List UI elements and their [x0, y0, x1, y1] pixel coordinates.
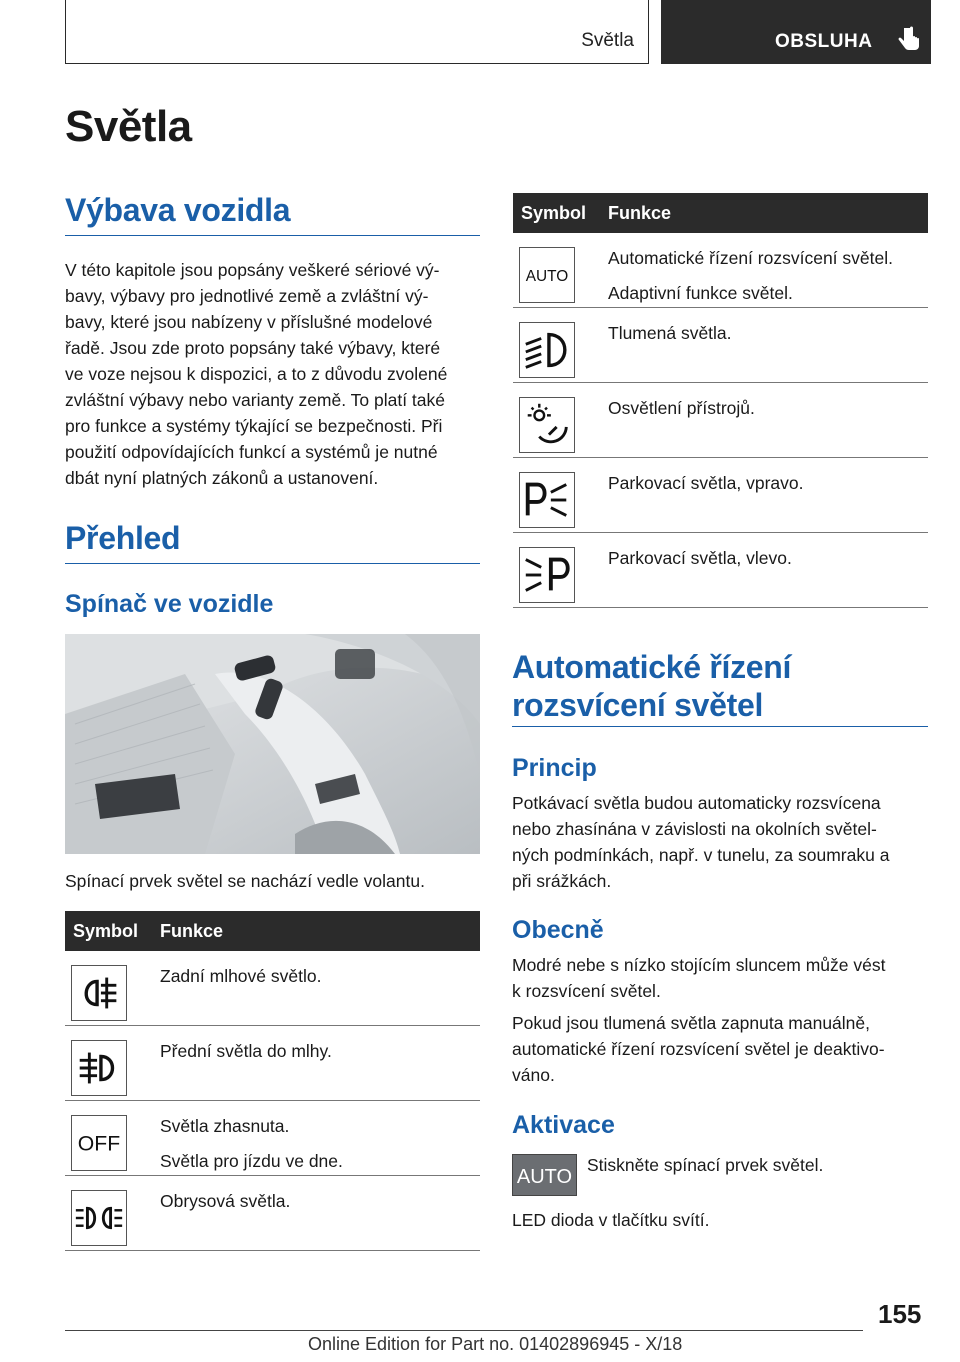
text-line: bavy, výbavy pro jednotlivé země a zvláštní vý‐	[65, 286, 429, 306]
heading-line: rozsvícení světel	[512, 687, 764, 723]
symbol-table-left	[65, 911, 480, 1251]
vybava-paragraph	[65, 257, 485, 491]
row-text: Adaptivní funkce světel.	[608, 283, 793, 303]
heading-line: Automatické řízení	[512, 649, 792, 685]
parking-right-icon	[519, 472, 575, 528]
light-switch-photo	[65, 634, 480, 854]
header-section-box	[65, 0, 649, 64]
heading-rule	[512, 726, 928, 727]
footer-rule	[65, 1330, 863, 1331]
text-line: Potkávací světla budou automaticky rozsvícena	[512, 793, 881, 813]
table-row	[513, 233, 928, 308]
text-line: nebo zhasínána v závislosti na okolních světel‐	[512, 819, 877, 839]
row-text: Parkovací světla, vpravo.	[608, 473, 804, 493]
side-lights-icon	[71, 1190, 127, 1246]
obecne-paragraph-2	[512, 1010, 932, 1088]
aktivace-led: LED dioda v tlačítku svítí.	[512, 1210, 710, 1230]
heading-auto	[512, 648, 791, 724]
row-text: Automatické řízení rozsvícení světel.	[608, 248, 893, 268]
text-line: Pokud jsou tlumená světla zapnuta manuálně,	[512, 1013, 871, 1033]
text-line: váno.	[512, 1065, 555, 1085]
col-funkce: Funkce	[160, 921, 224, 941]
low-beam-icon	[519, 322, 575, 378]
col-symbol: Symbol	[73, 921, 139, 941]
photo-caption: Spínací prvek světel se nachází vedle volantu.	[65, 871, 425, 891]
table-header	[65, 911, 480, 951]
row-text: Tlumená světla.	[608, 323, 732, 343]
rear-fog-light-icon	[71, 965, 127, 1021]
text-line: řadě. Jsou zde proto popsány také výbavy, které	[65, 338, 441, 358]
row-text: Světla zhasnuta.	[160, 1116, 290, 1136]
table-row	[65, 1176, 480, 1251]
text-line: pro funkce a systémy týkající se bezpečnosti. Při	[65, 416, 443, 436]
princip-paragraph	[512, 790, 932, 894]
heading-obecne: Obecně	[512, 916, 604, 944]
heading-rule	[65, 563, 480, 564]
heading-prehled: Přehled	[65, 520, 181, 556]
text-line: zvláštní výbavy nebo varianty země. To platí také	[65, 390, 446, 410]
text-line: použití odpovídajících funkcí a systémů je nutné	[65, 442, 438, 462]
row-text: Obrysová světla.	[160, 1191, 291, 1211]
off-icon	[71, 1115, 127, 1171]
text-line: V této kapitole jsou popsány veškeré sériové vý‐	[65, 260, 440, 280]
page-number: 155	[878, 1299, 922, 1329]
row-text: Přední světla do mlhy.	[160, 1041, 332, 1061]
row-text: Světla pro jízdu ve dne.	[160, 1151, 343, 1171]
heading-spinac: Spínač ve vozidle	[65, 590, 274, 618]
heading-aktivace: Aktivace	[512, 1111, 615, 1139]
svg-text:AUTO: AUTO	[525, 267, 569, 285]
obecne-paragraph-1	[512, 952, 932, 1004]
header-section-label: Světla	[581, 30, 634, 51]
pointing-hand-icon	[895, 26, 921, 54]
text-line: automatické řízení rozsvícení světel je deaktivo‐	[512, 1039, 885, 1059]
text-line: ve voze nejsou k dispozici, a to z důvodu zvolené	[65, 364, 448, 384]
text-line: ných podmínkách, např. v tunelu, za soumraku a	[512, 845, 890, 865]
text-line: Modré nebe s nízko stojícím sluncem může vést	[512, 955, 886, 975]
page-title: Světla	[65, 102, 192, 151]
col-funkce: Funkce	[608, 203, 672, 223]
table-row	[65, 1101, 480, 1176]
heading-vybava: Výbava vozidla	[65, 192, 291, 228]
svg-text:OFF: OFF	[77, 1132, 121, 1156]
table-row	[513, 383, 928, 458]
text-line: k rozsvícení světel.	[512, 981, 661, 1001]
table-row	[65, 951, 480, 1026]
table-row	[513, 533, 928, 608]
table-header	[513, 193, 928, 233]
table-row	[65, 1026, 480, 1101]
auto-button-label: AUTO	[516, 1166, 573, 1188]
text-line: při srážkách.	[512, 871, 612, 891]
symbol-table-right	[513, 193, 928, 608]
row-text: Osvětlení přístrojů.	[608, 398, 755, 418]
heading-princip: Princip	[512, 754, 597, 782]
header-chapter-box	[661, 0, 931, 64]
instrument-lighting-icon	[519, 397, 575, 453]
aktivace-text: Stiskněte spínací prvek světel.	[587, 1155, 824, 1175]
col-symbol: Symbol	[521, 203, 587, 223]
row-text: Parkovací světla, vlevo.	[608, 548, 792, 568]
footer-text: Online Edition for Part no. 01402896945 - X/18	[308, 1334, 683, 1354]
auto-button-icon	[512, 1154, 577, 1196]
table-row	[513, 458, 928, 533]
auto-icon	[519, 247, 575, 303]
heading-rule	[65, 235, 480, 236]
text-line: dbát nyní platných zákonů a ustanovení.	[65, 468, 379, 488]
row-text: Zadní mlhové světlo.	[160, 966, 322, 986]
text-line: bavy, které jsou nabízeny v příslušné modelové	[65, 312, 433, 332]
header-chapter-label: OBSLUHA	[775, 31, 873, 52]
table-row	[513, 308, 928, 383]
parking-left-icon	[519, 547, 575, 603]
front-fog-light-icon	[71, 1040, 127, 1096]
